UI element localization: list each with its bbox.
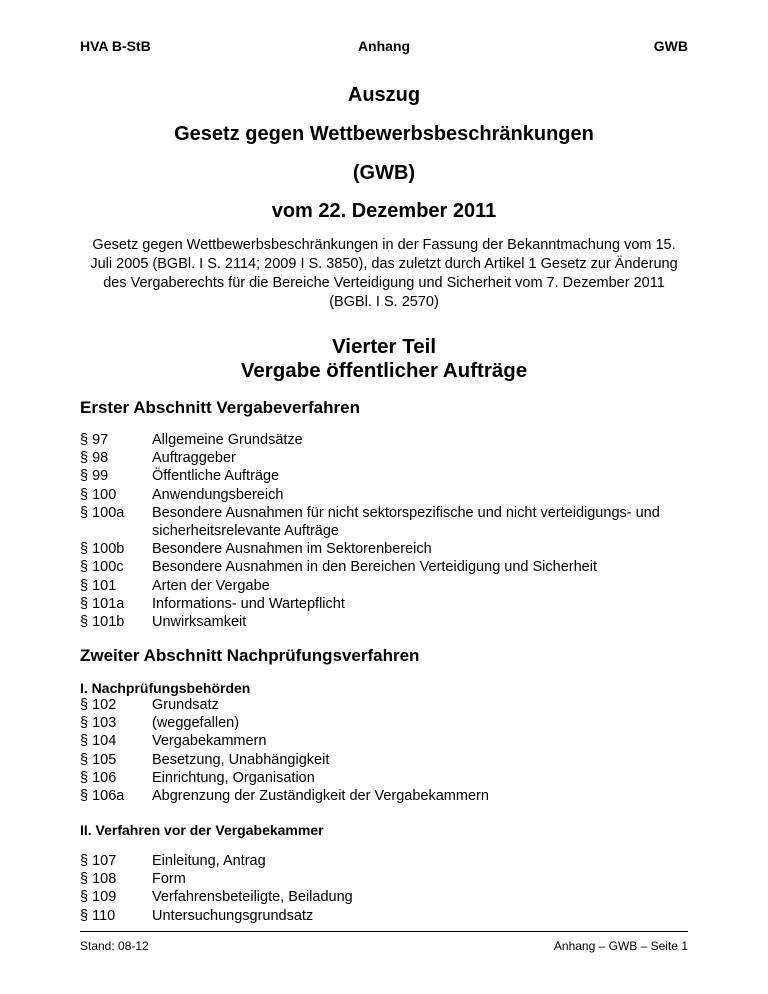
- footer-left: Stand: 08-12: [80, 939, 149, 953]
- footer-divider: [80, 931, 688, 932]
- toc-section-1: [80, 431, 690, 631]
- toc-entry-number: § 97: [80, 432, 109, 448]
- toc-entry-title: Arten der Vergabe: [152, 577, 270, 594]
- toc-entry-number: § 108: [80, 871, 117, 888]
- header-right: GWB: [653, 38, 688, 54]
- toc-entry: [80, 769, 690, 787]
- toc-entry-number: § 101a: [80, 595, 125, 612]
- toc-entry: [80, 870, 690, 888]
- toc-entry: [80, 595, 690, 613]
- toc-entry: [80, 751, 690, 769]
- toc-entry: [80, 540, 690, 558]
- toc-entry-number: § 100b: [80, 541, 125, 558]
- footer-right: Anhang – GWB – Seite 1: [553, 939, 688, 953]
- toc-entry-number: § 103: [80, 715, 117, 732]
- toc-entry-number: § 104: [80, 733, 117, 750]
- toc-entry: [80, 732, 690, 750]
- intro-paragraph: Gesetz gegen Wettbewerbsbeschränkungen in der Fassung der Bekanntmachung vom 15. Juli 2005 (BGBl. I S. 2114; 2009 I S. 3850), das zuletzt durch Artikel 1 Gesetz zur Änderung des Vergaberechts für die Bereiche Verteidigung und Sicherheit vom 7. Dezember 2011 (BGBl. I S. 2570): [90, 237, 678, 310]
- toc-entry-title: Verfahrensbeteiligte, Beiladung: [152, 889, 353, 906]
- toc-entry: [80, 852, 690, 870]
- toc-entry-number: § 107: [80, 853, 117, 869]
- toc-entry-title: Auftraggeber: [152, 450, 236, 467]
- toc-entry-number: § 101: [80, 577, 117, 594]
- toc-entry-number: § 106a: [80, 788, 125, 805]
- toc-entry-number: § 106: [80, 769, 117, 786]
- toc-entry-title: Einrichtung, Organisation: [152, 769, 315, 786]
- toc-entry: [80, 449, 690, 467]
- toc-entry-number: § 100: [80, 486, 117, 503]
- title-law-name: Gesetz gegen Wettbewerbsbeschränkungen: [174, 123, 594, 145]
- toc-entry-title: Form: [152, 871, 186, 888]
- toc-entry-number: § 102: [80, 697, 117, 713]
- subsection-heading-verfahren: II. Verfahren vor der Vergabekammer: [80, 822, 324, 838]
- title-date: vom 22. Dezember 2011: [271, 200, 497, 222]
- toc-entry-title: Unwirksamkeit: [152, 614, 247, 631]
- header-left: HVA B-StB: [80, 38, 151, 54]
- toc-entry: [80, 613, 690, 631]
- toc-entry: [80, 577, 690, 595]
- toc-entry-title: Abgrenzung der Zuständigkeit der Vergabekammern: [152, 788, 489, 805]
- toc-entry-number: § 99: [80, 468, 109, 485]
- toc-entry: [80, 696, 690, 714]
- part-heading-1: Vierter Teil: [331, 335, 437, 358]
- toc-entry-title: Allgemeine Grundsätze: [152, 432, 303, 448]
- toc-entry-title: Untersuchungsgrundsatz: [152, 907, 314, 924]
- toc-entry: [80, 431, 690, 449]
- toc-entry-title: Besondere Ausnahmen im Sektorenbereich: [152, 541, 432, 558]
- subsection-heading-nachpruefungsbehoerden: I. Nachprüfungsbehörden: [80, 680, 251, 696]
- toc-subsection-2: [80, 852, 690, 925]
- toc-entry-number: § 100a: [80, 504, 125, 521]
- toc-entry-title: Besondere Ausnahmen in den Bereichen Verteidigung und Sicherheit: [152, 559, 597, 576]
- toc-entry: [80, 504, 690, 540]
- toc-entry: [80, 907, 690, 925]
- toc-entry-title: Besondere Ausnahmen für nicht sektorspezifische und nicht verteidigungs- und sicherheitsrelevante Aufträge: [152, 504, 660, 540]
- toc-entry-number: § 101b: [80, 614, 125, 631]
- section-heading-nachpruefungsverfahren: Zweiter Abschnitt Nachprüfungsverfahren: [80, 646, 420, 665]
- toc-entry-number: § 109: [80, 889, 117, 906]
- title-auszug: Auszug: [347, 84, 421, 106]
- toc-entry-title: Besetzung, Unabhängigkeit: [152, 751, 330, 768]
- toc-entry: [80, 486, 690, 504]
- toc-entry-number: § 105: [80, 751, 117, 768]
- toc-entry-title: Anwendungsbereich: [152, 486, 284, 503]
- section-heading-vergabeverfahren: Erster Abschnitt Vergabeverfahren: [80, 398, 360, 417]
- part-heading-2: Vergabe öffentlicher Aufträge: [240, 359, 528, 382]
- toc-entry: [80, 467, 690, 485]
- toc-entry: [80, 714, 690, 732]
- toc-entry-number: § 98: [80, 450, 109, 467]
- toc-entry-number: § 110: [80, 907, 116, 924]
- toc-entry-title: Öffentliche Aufträge: [152, 468, 280, 485]
- toc-entry-number: § 100c: [80, 559, 124, 576]
- toc-entry: [80, 888, 690, 906]
- toc-subsection-1: [80, 696, 690, 805]
- toc-entry-title: Grundsatz: [152, 697, 219, 713]
- toc-entry-title: Vergabekammern: [152, 733, 267, 750]
- toc-entry: [80, 787, 690, 805]
- title-abbreviation: (GWB): [352, 162, 416, 184]
- header-center: Anhang: [357, 38, 411, 54]
- toc-entry: [80, 558, 690, 576]
- toc-entry-title: Informations- und Wartepflicht: [152, 595, 345, 612]
- toc-entry-title: (weggefallen): [152, 715, 240, 732]
- toc-entry-title: Einleitung, Antrag: [152, 853, 266, 869]
